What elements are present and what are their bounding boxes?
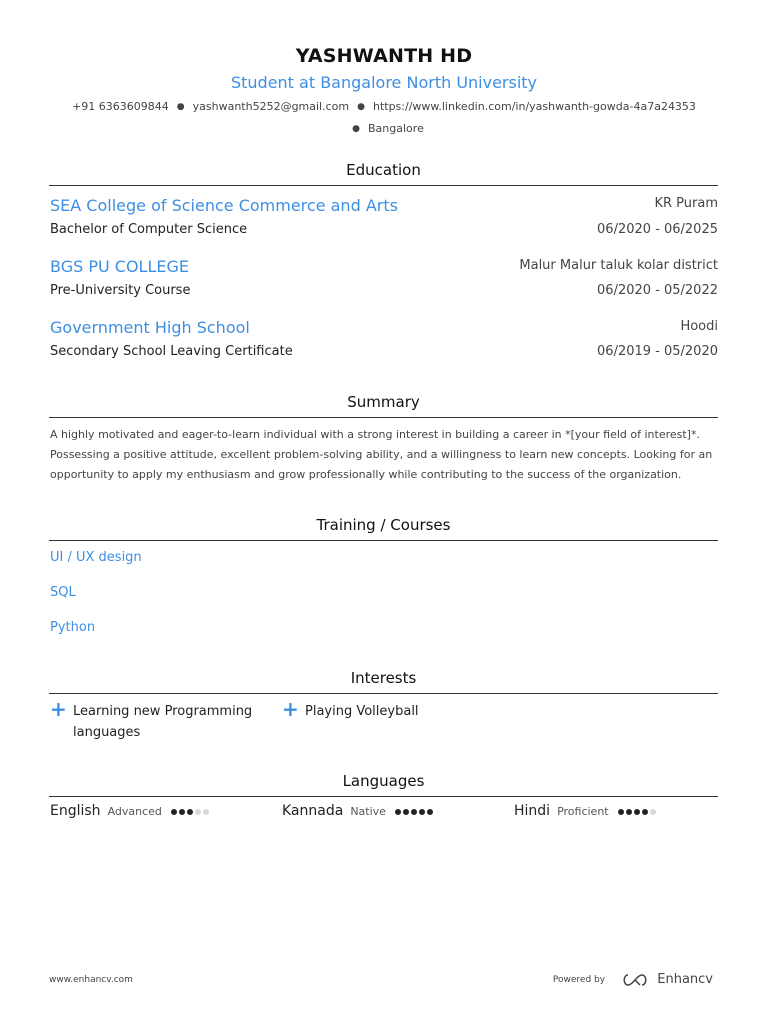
rating-dot-empty xyxy=(650,809,656,815)
course-item: UI / UX design xyxy=(50,550,142,565)
footer-branding xyxy=(553,969,713,989)
education-school: BGS PU COLLEGE xyxy=(50,257,189,276)
location: Bangalore xyxy=(368,122,424,135)
rating-dot-filled xyxy=(187,809,193,815)
phone: +91 6363609844 xyxy=(72,100,169,113)
linkedin-link[interactable]: https://www.linkedin.com/in/yashwanth-gowda-4a7a24353 xyxy=(372,100,696,113)
section-heading-languages: Languages xyxy=(49,772,718,797)
rating-dot-filled xyxy=(626,809,632,815)
rating-dot-empty xyxy=(203,809,209,815)
section-heading-education: Education xyxy=(49,161,718,186)
language-name: Kannada xyxy=(282,803,344,819)
rating-dot-filled xyxy=(171,809,177,815)
education-dates: 06/2020 - 06/2025 xyxy=(597,222,718,237)
rating-dot-filled xyxy=(411,809,417,815)
bullet-separator: ● xyxy=(352,124,361,134)
education-degree: Pre-University Course xyxy=(50,283,191,298)
language-level: Advanced xyxy=(107,804,162,818)
language-item xyxy=(282,803,435,823)
rating-dot-filled xyxy=(403,809,409,815)
interest-label: Playing Volleyball xyxy=(305,704,419,719)
course-item: SQL xyxy=(50,585,76,600)
enhancv-logo-icon xyxy=(622,973,648,987)
education-dates: 06/2020 - 05/2022 xyxy=(597,283,718,298)
language-rating xyxy=(171,803,211,819)
bullet-separator: ● xyxy=(176,102,185,112)
plus-icon: + xyxy=(282,697,299,721)
brand-name: Enhancv xyxy=(657,972,713,987)
plus-icon: + xyxy=(50,697,67,721)
rating-dot-filled xyxy=(419,809,425,815)
rating-dot-filled xyxy=(634,809,640,815)
rating-dot-filled xyxy=(642,809,648,815)
course-item: Python xyxy=(50,620,96,635)
rating-dot-filled xyxy=(618,809,624,815)
language-rating xyxy=(618,803,658,819)
rating-dot-filled xyxy=(395,809,401,815)
rating-dot-filled xyxy=(179,809,185,815)
education-school: SEA College of Science Commerce and Arts xyxy=(50,196,398,215)
bullet-separator: ● xyxy=(357,102,365,112)
language-item xyxy=(50,803,211,823)
language-item xyxy=(514,803,658,823)
summary-line: A highly motivated and eager-to-learn individual with a strong interest in building a career in *[your field of interest]*. xyxy=(50,428,700,441)
candidate-name: YASHWANTH HD xyxy=(295,45,473,67)
language-level: Native xyxy=(350,804,386,818)
summary-line: opportunity to apply my enthusiasm and grow professionally while contributing to the success of the organization. xyxy=(50,468,682,481)
interest-label: Learning new Programming languages xyxy=(73,704,253,740)
education-location: KR Puram xyxy=(654,196,718,211)
section-heading-summary: Summary xyxy=(49,393,718,418)
footer-website[interactable]: www.enhancv.com xyxy=(49,975,133,985)
contact-info xyxy=(40,96,728,140)
candidate-title: Student at Bangalore North University xyxy=(230,73,538,92)
language-name: Hindi xyxy=(514,803,551,819)
education-degree: Secondary School Leaving Certificate xyxy=(50,344,293,359)
rating-dot-filled xyxy=(427,809,433,815)
section-heading-training: Training / Courses xyxy=(49,516,718,541)
language-level: Proficient xyxy=(557,804,609,818)
interest-item xyxy=(282,697,502,722)
powered-by-label: Powered by xyxy=(552,974,606,985)
education-degree: Bachelor of Computer Science xyxy=(50,222,248,237)
email[interactable]: yashwanth5252@gmail.com xyxy=(192,100,350,113)
education-location: Malur Malur taluk kolar district xyxy=(519,258,718,273)
language-rating xyxy=(395,803,435,819)
rating-dot-empty xyxy=(195,809,201,815)
summary-text xyxy=(50,425,720,485)
interest-item xyxy=(50,697,270,743)
education-school: Government High School xyxy=(50,318,250,337)
summary-line: Possessing a positive attitude, excellent problem-solving ability, and a willingness to learn new concepts. Looking for an xyxy=(50,448,713,461)
education-location: Hoodi xyxy=(680,319,718,334)
education-dates: 06/2019 - 05/2020 xyxy=(597,344,718,359)
language-name: English xyxy=(50,803,101,819)
section-heading-interests: Interests xyxy=(49,669,718,694)
